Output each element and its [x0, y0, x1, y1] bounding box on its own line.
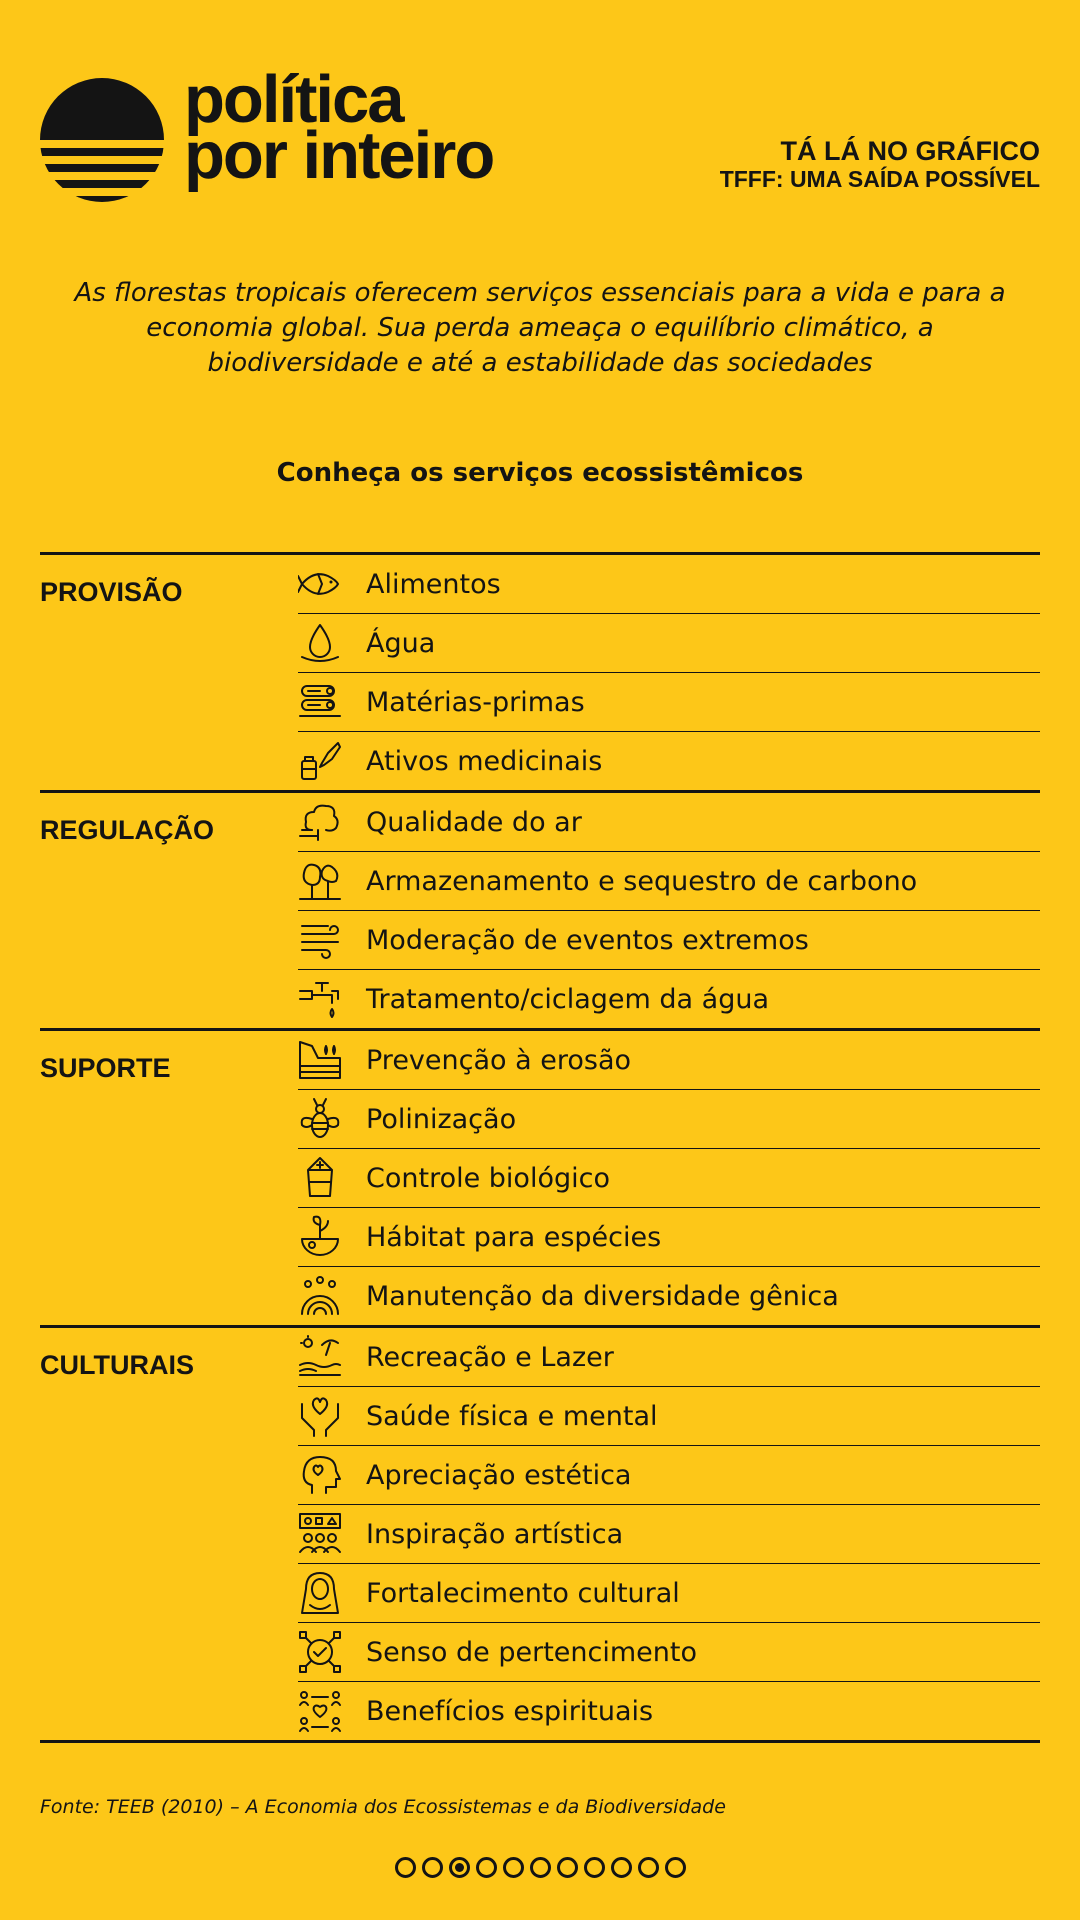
- kicker-line1: TÁ LÁ NO GRÁFICO: [780, 136, 1040, 166]
- section-title: Conheça os serviços ecossistêmicos: [276, 458, 804, 488]
- pagination-dot-active[interactable]: [449, 1857, 470, 1878]
- service-label: Alimentos: [366, 568, 501, 600]
- service-label: Matérias-primas: [366, 686, 585, 718]
- services-table: [40, 552, 1040, 1743]
- category-items: [298, 1031, 1040, 1325]
- intro-text: As florestas tropicais oferecem serviços essenciais para a vida e para a economia global. Sua perda ameaça o equilíbrio climático, a biodiversidade e até a estabilidade das sociedades: [74, 278, 1006, 378]
- fish-icon: [298, 562, 342, 606]
- category-items: [298, 793, 1040, 1028]
- source-note: Fonte: TEEB (2010) – A Economia dos Ecossistemas e da Biodiversidade: [40, 1796, 726, 1818]
- service-item: [298, 732, 1040, 790]
- service-item: [298, 1623, 1040, 1682]
- brand-wordmark: [184, 62, 494, 193]
- service-label: Senso de pertencimento: [366, 1636, 698, 1668]
- service-item: [298, 911, 1040, 970]
- pagination-dot[interactable]: [503, 1857, 524, 1878]
- service-label: Recreação e Lazer: [366, 1341, 614, 1373]
- pagination-dot[interactable]: [638, 1857, 659, 1878]
- medicine-dropper-icon: [298, 739, 342, 783]
- service-item: [298, 555, 1040, 614]
- wind-icon: [298, 918, 342, 962]
- service-label: Apreciação estética: [366, 1459, 632, 1491]
- pagination-dots: [0, 1857, 1080, 1878]
- pagination-dot[interactable]: [395, 1857, 416, 1878]
- service-label: Tratamento/ciclagem da água: [366, 983, 770, 1015]
- service-label: Polinização: [366, 1103, 517, 1135]
- pagination-dot[interactable]: [665, 1857, 686, 1878]
- category-label: PROVISÃO: [40, 577, 183, 607]
- pagination-dot[interactable]: [557, 1857, 578, 1878]
- service-item: [298, 614, 1040, 673]
- service-label: Moderação de eventos extremos: [366, 924, 809, 956]
- service-label: Prevenção à erosão: [366, 1044, 632, 1076]
- pagination-dot[interactable]: [422, 1857, 443, 1878]
- category-items: [298, 1328, 1040, 1740]
- sun-logo-icon: [40, 78, 164, 202]
- air-icon: [298, 800, 342, 844]
- service-item: [298, 970, 1040, 1028]
- community-heart-icon: [298, 1689, 342, 1733]
- service-item: [298, 1446, 1040, 1505]
- service-item: [298, 1387, 1040, 1446]
- service-label: Benefícios espirituais: [366, 1695, 654, 1727]
- service-item: [298, 1208, 1040, 1267]
- beach-icon: [298, 1335, 342, 1379]
- person-veil-icon: [298, 1571, 342, 1615]
- beaker-icon: [298, 1156, 342, 1200]
- category-culturais: [40, 1328, 1040, 1743]
- logs-icon: [298, 680, 342, 724]
- kicker-line2: TFFF: UMA SAÍDA POSSÍVEL: [719, 166, 1040, 192]
- category-label: CULTURAIS: [40, 1350, 194, 1380]
- art-shapes-icon: [298, 1512, 342, 1556]
- brand-line2: por inteiro: [184, 118, 494, 193]
- service-label: Fortalecimento cultural: [366, 1577, 680, 1609]
- category-provisao: [40, 555, 1040, 793]
- pagination-dot[interactable]: [611, 1857, 632, 1878]
- category-regulacao: [40, 793, 1040, 1031]
- pagination-dot[interactable]: [476, 1857, 497, 1878]
- pagination-dot[interactable]: [530, 1857, 551, 1878]
- service-label: Água: [366, 627, 436, 659]
- service-item: [298, 852, 1040, 911]
- category-items: [298, 555, 1040, 790]
- faucet-icon: [298, 977, 342, 1021]
- service-label: Ativos medicinais: [366, 745, 603, 777]
- service-item: [298, 1505, 1040, 1564]
- service-item: [298, 1564, 1040, 1623]
- service-label: Inspiração artística: [366, 1518, 624, 1550]
- service-item: [298, 793, 1040, 852]
- service-label: Qualidade do ar: [366, 806, 582, 838]
- habitat-icon: [298, 1215, 342, 1259]
- water-drop-icon: [298, 621, 342, 665]
- service-item: [298, 1328, 1040, 1387]
- head-heart-icon: [298, 1453, 342, 1497]
- service-item: [298, 1267, 1040, 1325]
- network-icon: [298, 1630, 342, 1674]
- heart-hands-icon: [298, 1394, 342, 1438]
- service-label: Manutenção da diversidade gênica: [366, 1280, 839, 1312]
- rainbow-people-icon: [298, 1274, 342, 1318]
- service-label: Hábitat para espécies: [366, 1221, 662, 1253]
- service-item: [298, 1090, 1040, 1149]
- pagination-dot[interactable]: [584, 1857, 605, 1878]
- trees-icon: [298, 859, 342, 903]
- service-label: Armazenamento e sequestro de carbono: [366, 865, 918, 897]
- soil-layers-icon: [298, 1038, 342, 1082]
- service-label: Saúde física e mental: [366, 1400, 658, 1432]
- service-label: Controle biológico: [366, 1162, 610, 1194]
- service-item: [298, 673, 1040, 732]
- service-item: [298, 1682, 1040, 1740]
- category-label: REGULAÇÃO: [40, 815, 214, 845]
- category-suporte: [40, 1031, 1040, 1328]
- category-label: SUPORTE: [40, 1053, 171, 1083]
- service-item: [298, 1149, 1040, 1208]
- bee-icon: [298, 1097, 342, 1141]
- service-item: [298, 1031, 1040, 1090]
- kicker: [720, 136, 1040, 192]
- brand-logo: [40, 62, 520, 202]
- brand-line1: política: [184, 62, 403, 137]
